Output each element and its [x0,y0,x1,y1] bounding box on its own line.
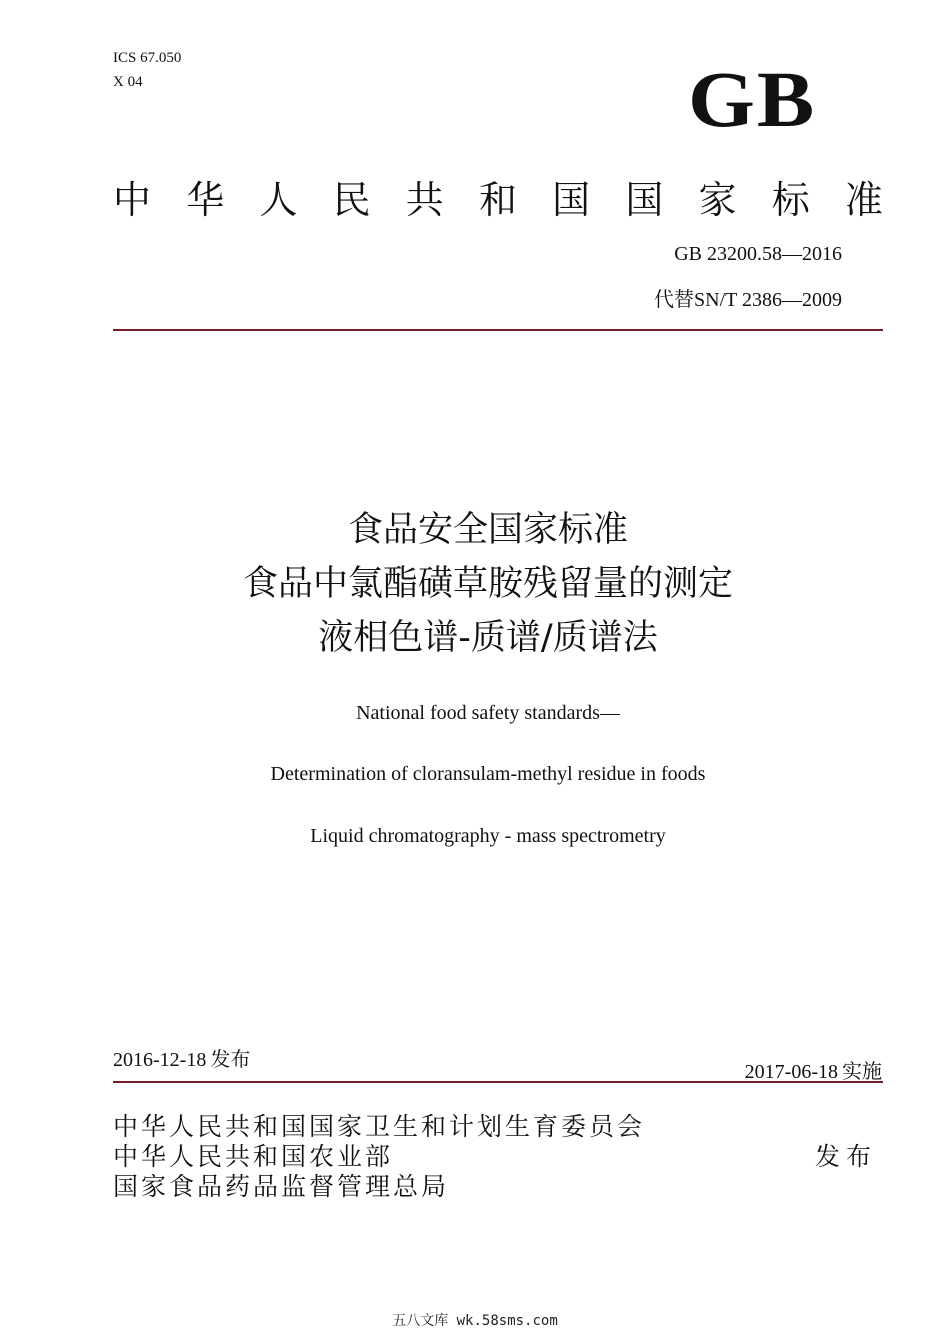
title-en-line1: National food safety standards— [356,702,620,724]
title-en-line3: Liquid chromatography - mass spectrometry [310,825,666,847]
standard-number: GB 23200.58—2016 [674,243,842,265]
authority-item: 国家食品药品监督管理总局 [113,1172,450,1201]
title-char: 中 [113,178,152,222]
title-char: 家 [698,178,737,222]
gb-logo: GB [688,55,817,144]
title-en-line2: Determination of cloransulam-methyl residue in foods [270,763,706,785]
title-char: 国 [552,178,591,222]
title-cn-line1: 食品安全国家标准 [347,510,628,550]
title-char: 共 [405,178,444,222]
title-char: 华 [186,178,225,222]
authority-item: 中华人民共和国国家卫生和计划生育委员会 [113,1112,646,1141]
issue-date [113,1043,250,1072]
implement-date [745,1055,882,1084]
title-char: 民 [332,178,371,222]
national-standard-title [113,176,883,224]
ccs-code: X 04 [113,74,143,90]
title-cn-line2: 食品中氯酯磺草胺残留量的测定 [242,564,733,604]
issuing-authorities [113,1112,645,1202]
title-char: 和 [478,178,517,222]
footer-watermark: 五八文库 wk.58sms.com [392,1313,558,1329]
implement-date-value: 2017-06-18 [744,1061,838,1083]
title-char: 国 [625,178,664,222]
publish-label: 发布 [815,1142,878,1171]
issue-label: 发布 [210,1047,251,1071]
classification-codes [113,46,181,94]
title-cn-line3: 液相色谱-质谱/质谱法 [318,618,658,658]
date-divider [113,1081,883,1083]
ics-code: ICS 67.050 [113,50,182,66]
issue-date-value: 2016-12-18 [113,1049,207,1071]
title-char: 人 [259,178,298,222]
title-char: 标 [771,178,810,222]
implement-label: 实施 [842,1059,882,1083]
title-char: 准 [844,178,883,222]
authority-item: 中华人民共和国农业部 [113,1142,394,1171]
replaces-standard: 代替SN/T 2386—2009 [654,289,842,311]
header-divider [113,329,883,331]
